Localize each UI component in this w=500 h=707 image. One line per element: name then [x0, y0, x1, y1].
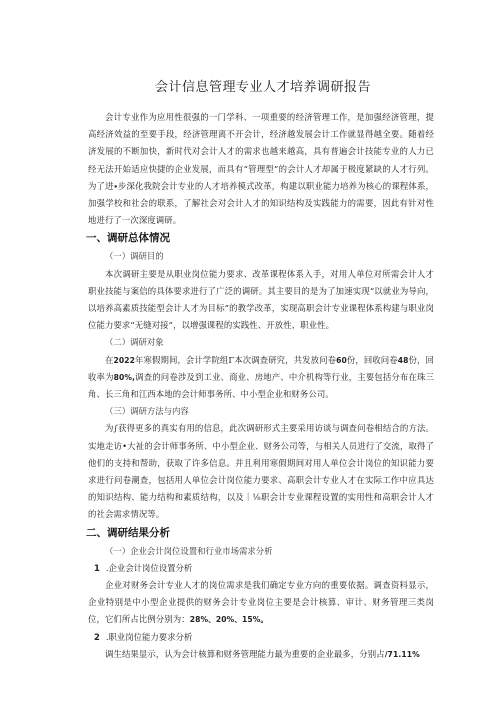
return-rate: 80%,	[113, 372, 136, 382]
ability-percentage: /71.11%	[384, 649, 420, 659]
subheading-purpose: （一）调研目的	[105, 251, 164, 262]
text-run: 调生结果显示，认为会计核算和财务管理能力最为重要的企业最多，分别占	[105, 648, 385, 659]
text-run: 份，回收问卷	[346, 354, 398, 365]
text-run: 在	[105, 354, 114, 365]
text-run: 份，回收率为	[88, 354, 434, 382]
document-title: 会计信息管理专业人才培养调研报告	[154, 80, 371, 95]
returned-count: 48	[397, 355, 409, 365]
purpose-paragraph: 本次调研主要是从职业岗位能力要求、改革课程体系入手，对用人单位对所需会计人才职业技能与案信的具体要求进行了广泛的调研。其主要目的是为了加速实现“以就业为导向，以培养高素质技能型会计人才为目标”的教学改革，实现高职会计专业课程体系构建与职业岗位能力要求“无缝对接”，以增强课程的实践性、开放性、职业性。	[88, 268, 434, 331]
subheading-methods: （三）调研方法与内容	[105, 406, 189, 417]
item-number: 1	[94, 562, 100, 573]
item-heading-positions	[94, 560, 434, 577]
intro-paragraph: 会计专业作为应用性很强的一门学科、一项重要的经济管理工作，是加强经济管理，提高经济效益的至要手段，经济管理离不开会计，经济越发展会计工作就显得越全要。随着经济发展的不断加快，新时代对会计人才的需求也越来越高，具有普遍会计技能专业的人力已经无法开始适应快捷的企业发展，而具有“管理型”的会计人才却属于极度紧缺的人才行列。为了进∙步深化我院会计专业的人才培养模式改革，构建以职业能力培养为核心的课程体系，加强学校和社会的联系，了解社会对会计人才的知识结构及实践能力的需要，因此有针对性地进行了一次深度调研。	[88, 112, 434, 226]
item-number: 2	[94, 631, 100, 642]
text-run: 年寒假期间，会计学院组Γ本次调查研究，共发放问卷	[135, 354, 337, 365]
item-heading-abilities	[94, 629, 434, 646]
item-label: .职业岗位能力要求分析	[105, 631, 193, 642]
methods-paragraph: 为∫获得更多的真实有用的信息，此次调研形式主要采用访谈与调查问卷相结合的方法。实地走访•大祉的会计师事务所、中小型企业、财务公司等，与相关人员进行了交流，取得了他们的支持和帮助，获取了许多信息。并且利用寒假期间对用人单位会计岗位的知识能力要求进行问卷潮查，包括用人单位会计岗位能力要求、高职会计专业人才在实际工作中应具达的知识结构、能力结构和素质结构，以及｜⅛职会计专业课程设置的实用性和高职会计人才的社会需求情况等。	[88, 423, 434, 520]
year-value: 2022	[113, 355, 136, 365]
item-label: .企业会计岗位设置分析	[105, 562, 193, 573]
section-heading-results: 二、调研结果分析	[86, 526, 170, 539]
section-heading-overview: 一、调研总体情况	[86, 232, 170, 245]
positions-paragraph	[88, 577, 434, 629]
issued-count: 60	[336, 355, 347, 365]
abilities-paragraph	[88, 646, 434, 663]
subheading-demand: （一）企业会计岗位设置和行业市场需求分析	[105, 545, 273, 556]
position-percentages: 28%、20%、15%。	[189, 615, 269, 625]
subheading-subjects: （二）调研对象	[105, 337, 164, 348]
text-run: 企业对财务会计专业人才的岗位需求是我们确定专业方向的重要依据。调查资料显示，企业特别是中小型企业提供的财务会计专业岗位主要是会计核算、审计、财务管理三类岗位，它们所占比例分别为：	[88, 580, 434, 625]
text-run: 调查的问卷涉及到工业、商业、房地产、中介机构等行业，主要包括分布在珠三角、长三角和江西本地的会计师事务所、中小型企业和财务公司。	[88, 371, 434, 400]
subjects-paragraph	[88, 352, 434, 404]
